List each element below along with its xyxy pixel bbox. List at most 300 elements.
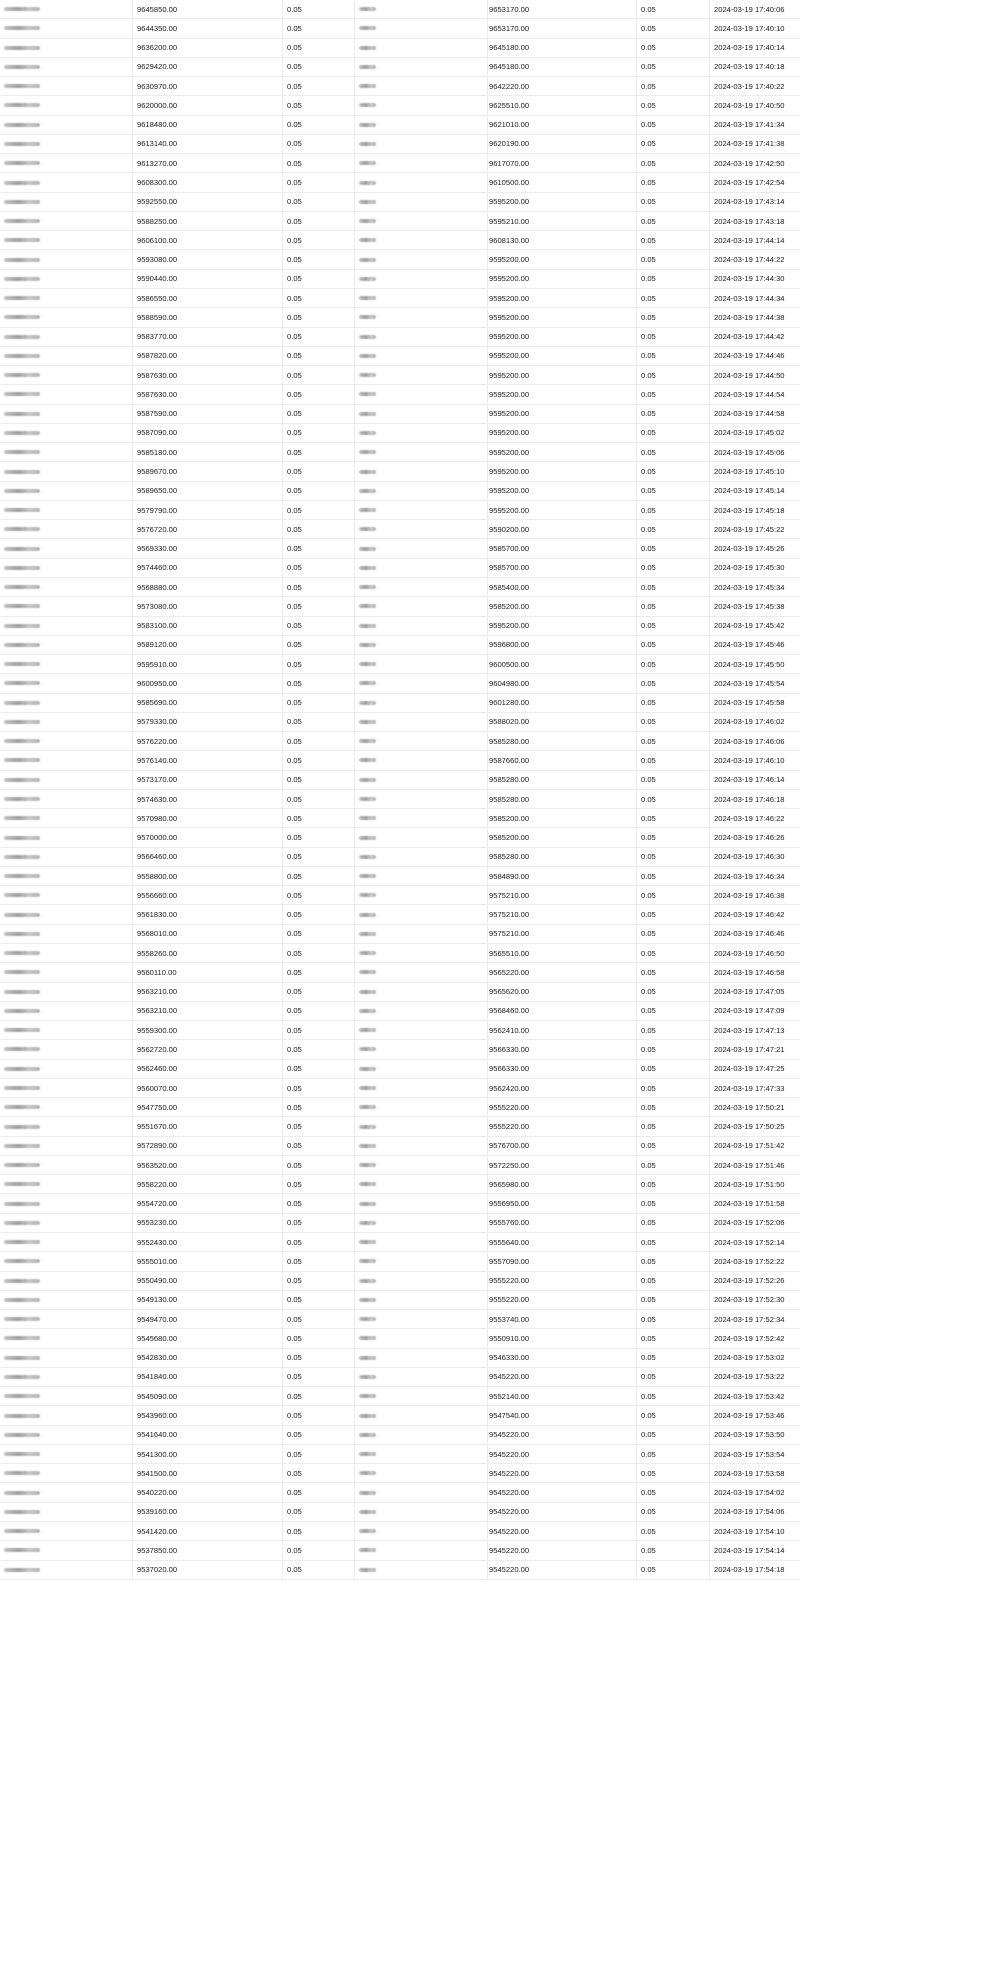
table-row[interactable] <box>0 77 800 96</box>
timestamp-cell[interactable]: 2024-03-19 17:45:18 <box>714 505 785 515</box>
value-cell[interactable]: 9596800.00 <box>489 640 530 650</box>
rate-cell[interactable]: 0.05 <box>641 1044 656 1054</box>
value-cell[interactable]: 9549130.00 <box>137 1295 178 1305</box>
rate-cell[interactable]: 0.05 <box>287 1179 302 1189</box>
rate-cell[interactable]: 0.05 <box>287 100 302 110</box>
timestamp-cell[interactable]: 2024-03-19 17:46:30 <box>714 852 785 862</box>
redacted-cell[interactable] <box>354 250 487 268</box>
value-cell[interactable]: 9586550.00 <box>137 293 178 303</box>
timestamp-cell[interactable]: 2024-03-19 17:46:10 <box>714 755 785 765</box>
value-cell[interactable]: 9545090.00 <box>137 1391 178 1401</box>
table-row[interactable] <box>0 1445 800 1464</box>
redacted-cell[interactable] <box>0 867 132 885</box>
rate-cell[interactable]: 0.05 <box>287 948 302 958</box>
redacted-cell[interactable] <box>0 1426 132 1444</box>
value-cell[interactable]: 9576720.00 <box>137 524 178 534</box>
value-cell[interactable]: 9545220.00 <box>489 1430 530 1440</box>
timestamp-cell[interactable]: 2024-03-19 17:46:06 <box>714 736 785 746</box>
value-cell[interactable]: 9552430.00 <box>137 1237 178 1247</box>
value-cell[interactable]: 9587630.00 <box>137 370 178 380</box>
rate-cell[interactable]: 0.05 <box>641 1353 656 1363</box>
rate-cell[interactable]: 0.05 <box>287 428 302 438</box>
value-cell[interactable]: 9537850.00 <box>137 1545 178 1555</box>
value-cell[interactable]: 9547750.00 <box>137 1102 178 1112</box>
timestamp-cell[interactable]: 2024-03-19 17:47:13 <box>714 1025 785 1035</box>
table-row[interactable] <box>0 501 800 520</box>
table-row[interactable] <box>0 250 800 269</box>
redacted-cell[interactable] <box>354 1291 487 1309</box>
timestamp-cell[interactable]: 2024-03-19 17:41:38 <box>714 139 785 149</box>
timestamp-cell[interactable]: 2024-03-19 17:53:22 <box>714 1372 785 1382</box>
rate-cell[interactable]: 0.05 <box>641 736 656 746</box>
redacted-cell[interactable] <box>354 905 487 923</box>
redacted-cell[interactable] <box>354 617 487 635</box>
value-cell[interactable]: 9558220.00 <box>137 1179 178 1189</box>
rate-cell[interactable]: 0.05 <box>287 755 302 765</box>
redacted-cell[interactable] <box>354 1233 487 1251</box>
timestamp-cell[interactable]: 2024-03-19 17:45:42 <box>714 621 785 631</box>
rate-cell[interactable]: 0.05 <box>287 1025 302 1035</box>
value-cell[interactable]: 9565220.00 <box>489 967 530 977</box>
rate-cell[interactable]: 0.05 <box>287 621 302 631</box>
redacted-cell[interactable] <box>0 1541 132 1559</box>
redacted-cell[interactable] <box>354 405 487 423</box>
rate-cell[interactable]: 0.05 <box>641 1179 656 1189</box>
redacted-cell[interactable] <box>0 559 132 577</box>
redacted-cell[interactable] <box>0 77 132 95</box>
timestamp-cell[interactable]: 2024-03-19 17:44:14 <box>714 235 785 245</box>
table-row[interactable] <box>0 1214 800 1233</box>
rate-cell[interactable]: 0.05 <box>287 486 302 496</box>
table-row[interactable] <box>0 424 800 443</box>
redacted-cell[interactable] <box>0 116 132 134</box>
redacted-cell[interactable] <box>354 347 487 365</box>
rate-cell[interactable]: 0.05 <box>641 987 656 997</box>
redacted-cell[interactable] <box>354 1098 487 1116</box>
value-cell[interactable]: 9570000.00 <box>137 833 178 843</box>
table-row[interactable] <box>0 674 800 693</box>
rate-cell[interactable]: 0.05 <box>641 505 656 515</box>
redacted-cell[interactable] <box>0 578 132 596</box>
redacted-cell[interactable] <box>354 212 487 230</box>
rate-cell[interactable]: 0.05 <box>287 351 302 361</box>
value-cell[interactable]: 9618480.00 <box>137 120 178 130</box>
timestamp-cell[interactable]: 2024-03-19 17:40:10 <box>714 23 785 33</box>
rate-cell[interactable]: 0.05 <box>641 447 656 457</box>
timestamp-cell[interactable]: 2024-03-19 17:54:18 <box>714 1565 785 1575</box>
table-row[interactable] <box>0 1079 800 1098</box>
value-cell[interactable]: 9574460.00 <box>137 563 178 573</box>
timestamp-cell[interactable]: 2024-03-19 17:46:34 <box>714 871 785 881</box>
redacted-cell[interactable] <box>354 385 487 403</box>
rate-cell[interactable]: 0.05 <box>641 544 656 554</box>
redacted-cell[interactable] <box>0 732 132 750</box>
redacted-cell[interactable] <box>0 308 132 326</box>
redacted-cell[interactable] <box>0 1483 132 1501</box>
rate-cell[interactable]: 0.05 <box>641 1449 656 1459</box>
value-cell[interactable]: 9565510.00 <box>489 948 530 958</box>
timestamp-cell[interactable]: 2024-03-19 17:45:30 <box>714 563 785 573</box>
rate-cell[interactable]: 0.05 <box>287 852 302 862</box>
rate-cell[interactable]: 0.05 <box>287 736 302 746</box>
value-cell[interactable]: 9561830.00 <box>137 910 178 920</box>
rate-cell[interactable]: 0.05 <box>287 370 302 380</box>
value-cell[interactable]: 9574630.00 <box>137 794 178 804</box>
rate-cell[interactable]: 0.05 <box>641 158 656 168</box>
rate-cell[interactable]: 0.05 <box>287 1199 302 1209</box>
table-row[interactable] <box>0 1156 800 1175</box>
value-cell[interactable]: 9558260.00 <box>137 948 178 958</box>
value-cell[interactable]: 9630970.00 <box>137 81 178 91</box>
rate-cell[interactable]: 0.05 <box>287 4 302 14</box>
table-row[interactable] <box>0 520 800 539</box>
value-cell[interactable]: 9562410.00 <box>489 1025 530 1035</box>
rate-cell[interactable]: 0.05 <box>287 698 302 708</box>
value-cell[interactable]: 9588020.00 <box>489 717 530 727</box>
redacted-cell[interactable] <box>354 308 487 326</box>
rate-cell[interactable]: 0.05 <box>287 1565 302 1575</box>
timestamp-cell[interactable]: 2024-03-19 17:46:46 <box>714 929 785 939</box>
redacted-cell[interactable] <box>354 270 487 288</box>
value-cell[interactable]: 9585280.00 <box>489 794 530 804</box>
redacted-cell[interactable] <box>0 617 132 635</box>
redacted-cell[interactable] <box>354 886 487 904</box>
value-cell[interactable]: 9653170.00 <box>489 4 530 14</box>
rate-cell[interactable]: 0.05 <box>641 1411 656 1421</box>
rate-cell[interactable]: 0.05 <box>287 910 302 920</box>
rate-cell[interactable]: 0.05 <box>287 312 302 322</box>
rate-cell[interactable]: 0.05 <box>641 929 656 939</box>
redacted-cell[interactable] <box>0 173 132 191</box>
rate-cell[interactable]: 0.05 <box>287 1449 302 1459</box>
table-row[interactable] <box>0 231 800 250</box>
value-cell[interactable]: 9541420.00 <box>137 1526 178 1536</box>
table-row[interactable] <box>0 270 800 289</box>
value-cell[interactable]: 9565620.00 <box>489 987 530 997</box>
rate-cell[interactable]: 0.05 <box>641 1141 656 1151</box>
table-row[interactable] <box>0 173 800 192</box>
table-row[interactable] <box>0 366 800 385</box>
table-row[interactable] <box>0 732 800 751</box>
value-cell[interactable]: 9590440.00 <box>137 274 178 284</box>
redacted-cell[interactable] <box>0 193 132 211</box>
timestamp-cell[interactable]: 2024-03-19 17:45:50 <box>714 659 785 669</box>
value-cell[interactable]: 9545220.00 <box>489 1526 530 1536</box>
table-row[interactable] <box>0 1329 800 1348</box>
rate-cell[interactable]: 0.05 <box>641 1256 656 1266</box>
value-cell[interactable]: 9547540.00 <box>489 1411 530 1421</box>
value-cell[interactable]: 9595200.00 <box>489 255 530 265</box>
redacted-cell[interactable] <box>354 328 487 346</box>
value-cell[interactable]: 9554720.00 <box>137 1199 178 1209</box>
table-row[interactable] <box>0 1117 800 1136</box>
redacted-cell[interactable] <box>0 655 132 673</box>
redacted-cell[interactable] <box>0 1387 132 1405</box>
value-cell[interactable]: 9595200.00 <box>489 332 530 342</box>
value-cell[interactable]: 9542830.00 <box>137 1353 178 1363</box>
rate-cell[interactable]: 0.05 <box>287 833 302 843</box>
redacted-cell[interactable] <box>354 925 487 943</box>
redacted-cell[interactable] <box>0 405 132 423</box>
rate-cell[interactable]: 0.05 <box>287 717 302 727</box>
value-cell[interactable]: 9604980.00 <box>489 678 530 688</box>
redacted-cell[interactable] <box>354 674 487 692</box>
rate-cell[interactable]: 0.05 <box>287 929 302 939</box>
rate-cell[interactable]: 0.05 <box>641 524 656 534</box>
timestamp-cell[interactable]: 2024-03-19 17:52:34 <box>714 1314 785 1324</box>
rate-cell[interactable]: 0.05 <box>641 274 656 284</box>
rate-cell[interactable]: 0.05 <box>641 1025 656 1035</box>
timestamp-cell[interactable]: 2024-03-19 17:53:42 <box>714 1391 785 1401</box>
rate-cell[interactable]: 0.05 <box>287 255 302 265</box>
rate-cell[interactable]: 0.05 <box>287 1218 302 1228</box>
value-cell[interactable]: 9537020.00 <box>137 1565 178 1575</box>
timestamp-cell[interactable]: 2024-03-19 17:53:50 <box>714 1430 785 1440</box>
rate-cell[interactable]: 0.05 <box>641 197 656 207</box>
table-row[interactable] <box>0 39 800 58</box>
table-row[interactable] <box>0 154 800 173</box>
rate-cell[interactable]: 0.05 <box>641 1237 656 1247</box>
value-cell[interactable]: 9587090.00 <box>137 428 178 438</box>
rate-cell[interactable]: 0.05 <box>641 370 656 380</box>
table-row[interactable] <box>0 328 800 347</box>
redacted-cell[interactable] <box>354 636 487 654</box>
value-cell[interactable]: 9595200.00 <box>489 467 530 476</box>
redacted-cell[interactable] <box>354 694 487 712</box>
value-cell[interactable]: 9588590.00 <box>137 312 178 322</box>
value-cell[interactable]: 9549470.00 <box>137 1314 178 1324</box>
timestamp-cell[interactable]: 2024-03-19 17:44:54 <box>714 389 785 399</box>
rate-cell[interactable]: 0.05 <box>287 1372 302 1382</box>
table-row[interactable] <box>0 1464 800 1483</box>
timestamp-cell[interactable]: 2024-03-19 17:51:58 <box>714 1199 785 1209</box>
redacted-cell[interactable] <box>0 520 132 538</box>
value-cell[interactable]: 9579330.00 <box>137 717 178 727</box>
rate-cell[interactable]: 0.05 <box>641 1488 656 1498</box>
redacted-cell[interactable] <box>0 1561 132 1579</box>
rate-cell[interactable]: 0.05 <box>287 987 302 997</box>
table-row[interactable] <box>0 1175 800 1194</box>
rate-cell[interactable]: 0.05 <box>641 120 656 130</box>
rate-cell[interactable]: 0.05 <box>641 1160 656 1170</box>
redacted-cell[interactable] <box>354 1445 487 1463</box>
timestamp-cell[interactable]: 2024-03-19 17:44:38 <box>714 312 785 322</box>
redacted-cell[interactable] <box>354 1002 487 1020</box>
timestamp-cell[interactable]: 2024-03-19 17:45:22 <box>714 524 785 534</box>
timestamp-cell[interactable]: 2024-03-19 17:47:05 <box>714 987 785 997</box>
value-cell[interactable]: 9545220.00 <box>489 1372 530 1382</box>
timestamp-cell[interactable]: 2024-03-19 17:40:50 <box>714 100 785 110</box>
redacted-cell[interactable] <box>0 1002 132 1020</box>
rate-cell[interactable]: 0.05 <box>641 640 656 650</box>
redacted-cell[interactable] <box>0 1503 132 1521</box>
timestamp-cell[interactable]: 2024-03-19 17:46:50 <box>714 948 785 958</box>
table-row[interactable] <box>0 617 800 636</box>
redacted-cell[interactable] <box>0 828 132 846</box>
rate-cell[interactable]: 0.05 <box>641 871 656 881</box>
table-row[interactable] <box>0 1252 800 1271</box>
value-cell[interactable]: 9590200.00 <box>489 524 530 534</box>
value-cell[interactable]: 9587630.00 <box>137 389 178 399</box>
table-row[interactable] <box>0 751 800 770</box>
rate-cell[interactable]: 0.05 <box>641 717 656 727</box>
redacted-cell[interactable] <box>0 963 132 981</box>
value-cell[interactable]: 9644350.00 <box>137 23 178 33</box>
value-cell[interactable]: 9562460.00 <box>137 1064 178 1074</box>
rate-cell[interactable]: 0.05 <box>641 890 656 900</box>
redacted-cell[interactable] <box>0 154 132 172</box>
value-cell[interactable]: 9642220.00 <box>489 81 530 91</box>
redacted-cell[interactable] <box>0 944 132 962</box>
redacted-cell[interactable] <box>0 1252 132 1270</box>
rate-cell[interactable]: 0.05 <box>287 1353 302 1363</box>
redacted-cell[interactable] <box>0 905 132 923</box>
value-cell[interactable]: 9576700.00 <box>489 1141 530 1151</box>
timestamp-cell[interactable]: 2024-03-19 17:43:14 <box>714 197 785 207</box>
rate-cell[interactable]: 0.05 <box>287 871 302 881</box>
value-cell[interactable]: 9589670.00 <box>137 467 178 476</box>
table-row[interactable] <box>0 1387 800 1406</box>
redacted-cell[interactable] <box>354 520 487 538</box>
redacted-cell[interactable] <box>0 1349 132 1367</box>
redacted-cell[interactable] <box>354 1214 487 1232</box>
redacted-cell[interactable] <box>354 1387 487 1405</box>
timestamp-cell[interactable]: 2024-03-19 17:52:22 <box>714 1256 785 1266</box>
rate-cell[interactable]: 0.05 <box>287 389 302 399</box>
table-row[interactable] <box>0 905 800 924</box>
redacted-cell[interactable] <box>0 1214 132 1232</box>
value-cell[interactable]: 9617070.00 <box>489 158 530 168</box>
rate-cell[interactable]: 0.05 <box>641 755 656 765</box>
rate-cell[interactable]: 0.05 <box>641 100 656 110</box>
value-cell[interactable]: 9551670.00 <box>137 1122 178 1132</box>
value-cell[interactable]: 9608130.00 <box>489 235 530 245</box>
value-cell[interactable]: 9595200.00 <box>489 293 530 303</box>
value-cell[interactable]: 9613270.00 <box>137 158 178 168</box>
value-cell[interactable]: 9545220.00 <box>489 1488 530 1498</box>
redacted-cell[interactable] <box>354 655 487 673</box>
timestamp-cell[interactable]: 2024-03-19 17:51:46 <box>714 1160 785 1170</box>
rate-cell[interactable]: 0.05 <box>641 1102 656 1112</box>
rate-cell[interactable]: 0.05 <box>287 1411 302 1421</box>
table-row[interactable] <box>0 385 800 404</box>
table-row[interactable] <box>0 1483 800 1502</box>
redacted-cell[interactable] <box>354 96 487 114</box>
timestamp-cell[interactable]: 2024-03-19 17:46:18 <box>714 794 785 804</box>
value-cell[interactable]: 9545220.00 <box>489 1449 530 1459</box>
value-cell[interactable]: 9588250.00 <box>137 216 178 226</box>
rate-cell[interactable]: 0.05 <box>287 23 302 33</box>
value-cell[interactable]: 9557090.00 <box>489 1256 530 1266</box>
redacted-cell[interactable] <box>0 925 132 943</box>
value-cell[interactable]: 9541300.00 <box>137 1449 178 1459</box>
rate-cell[interactable]: 0.05 <box>287 1064 302 1074</box>
table-row[interactable] <box>0 1272 800 1291</box>
rate-cell[interactable]: 0.05 <box>287 967 302 977</box>
rate-cell[interactable]: 0.05 <box>287 1430 302 1440</box>
redacted-cell[interactable] <box>354 135 487 153</box>
timestamp-cell[interactable]: 2024-03-19 17:40:18 <box>714 62 785 72</box>
timestamp-cell[interactable]: 2024-03-19 17:47:09 <box>714 1006 785 1016</box>
rate-cell[interactable]: 0.05 <box>641 4 656 14</box>
redacted-cell[interactable] <box>0 848 132 866</box>
redacted-cell[interactable] <box>354 771 487 789</box>
timestamp-cell[interactable]: 2024-03-19 17:46:02 <box>714 717 785 727</box>
rate-cell[interactable]: 0.05 <box>287 544 302 554</box>
redacted-cell[interactable] <box>0 751 132 769</box>
value-cell[interactable]: 9556660.00 <box>137 890 178 900</box>
rate-cell[interactable]: 0.05 <box>287 467 302 476</box>
value-cell[interactable]: 9575210.00 <box>489 890 530 900</box>
value-cell[interactable]: 9541500.00 <box>137 1468 178 1478</box>
rate-cell[interactable]: 0.05 <box>641 1526 656 1536</box>
redacted-cell[interactable] <box>0 289 132 307</box>
value-cell[interactable]: 9560110.00 <box>137 967 177 977</box>
timestamp-cell[interactable]: 2024-03-19 17:50:21 <box>714 1102 785 1112</box>
timestamp-cell[interactable]: 2024-03-19 17:45:58 <box>714 698 785 708</box>
rate-cell[interactable]: 0.05 <box>641 833 656 843</box>
timestamp-cell[interactable]: 2024-03-19 17:45:14 <box>714 486 785 496</box>
redacted-cell[interactable] <box>0 713 132 731</box>
rate-cell[interactable]: 0.05 <box>287 601 302 611</box>
rate-cell[interactable]: 0.05 <box>641 467 656 476</box>
redacted-cell[interactable] <box>354 790 487 808</box>
redacted-cell[interactable] <box>0 39 132 57</box>
value-cell[interactable]: 9568460.00 <box>489 1006 530 1016</box>
redacted-cell[interactable] <box>0 58 132 76</box>
redacted-cell[interactable] <box>354 1368 487 1386</box>
rate-cell[interactable]: 0.05 <box>287 1545 302 1555</box>
rate-cell[interactable]: 0.05 <box>287 1102 302 1112</box>
rate-cell[interactable]: 0.05 <box>287 120 302 130</box>
redacted-cell[interactable] <box>0 212 132 230</box>
table-row[interactable] <box>0 771 800 790</box>
redacted-cell[interactable] <box>354 1329 487 1347</box>
value-cell[interactable]: 9576140.00 <box>137 755 178 765</box>
timestamp-cell[interactable]: 2024-03-19 17:46:38 <box>714 890 785 900</box>
timestamp-cell[interactable]: 2024-03-19 17:47:25 <box>714 1064 785 1074</box>
timestamp-cell[interactable]: 2024-03-19 17:54:06 <box>714 1507 785 1517</box>
redacted-cell[interactable] <box>0 1291 132 1309</box>
value-cell[interactable]: 9550910.00 <box>489 1333 530 1343</box>
redacted-cell[interactable] <box>354 154 487 172</box>
value-cell[interactable]: 9595200.00 <box>489 621 530 631</box>
redacted-cell[interactable] <box>0 231 132 249</box>
redacted-cell[interactable] <box>354 1272 487 1290</box>
redacted-cell[interactable] <box>0 347 132 365</box>
table-row[interactable] <box>0 1098 800 1117</box>
rate-cell[interactable]: 0.05 <box>641 1333 656 1343</box>
timestamp-cell[interactable]: 2024-03-19 17:51:50 <box>714 1179 785 1189</box>
redacted-cell[interactable] <box>0 250 132 268</box>
rate-cell[interactable]: 0.05 <box>641 1083 656 1093</box>
rate-cell[interactable]: 0.05 <box>641 23 656 33</box>
redacted-cell[interactable] <box>354 539 487 557</box>
redacted-cell[interactable] <box>354 58 487 76</box>
rate-cell[interactable]: 0.05 <box>287 524 302 534</box>
redacted-cell[interactable] <box>354 1561 487 1579</box>
rate-cell[interactable]: 0.05 <box>641 852 656 862</box>
rate-cell[interactable]: 0.05 <box>287 640 302 650</box>
rate-cell[interactable]: 0.05 <box>641 1468 656 1478</box>
rate-cell[interactable]: 0.05 <box>287 659 302 669</box>
table-row[interactable] <box>0 983 800 1002</box>
value-cell[interactable]: 9595200.00 <box>489 447 530 457</box>
rate-cell[interactable]: 0.05 <box>287 1295 302 1305</box>
table-row[interactable] <box>0 193 800 212</box>
value-cell[interactable]: 9562420.00 <box>489 1083 530 1093</box>
timestamp-cell[interactable]: 2024-03-19 17:53:02 <box>714 1353 785 1363</box>
